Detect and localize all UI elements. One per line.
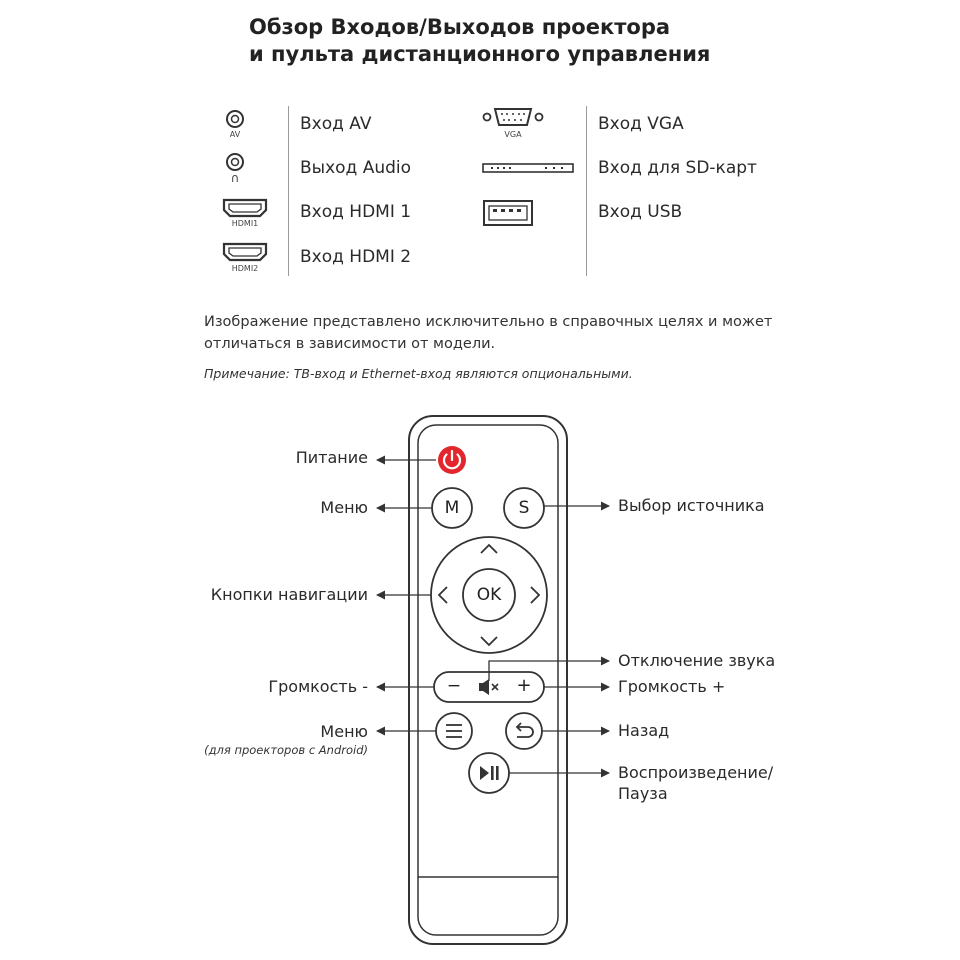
chevron-down-icon: [481, 637, 497, 645]
port-label-usb: Вход USB: [598, 202, 683, 222]
callout-play-pause-2: Пауза: [618, 784, 668, 803]
callout-mute: Отключение звука: [618, 651, 776, 670]
port-label-av: Вход AV: [300, 114, 372, 134]
port-label-sd: Вход для SD-карт: [598, 158, 757, 178]
chevron-up-icon: [481, 545, 497, 553]
port-label-hdmi1: Вход HDMI 1: [300, 202, 412, 222]
power-button[interactable]: [438, 446, 466, 474]
port-label-audio: Выход Audio: [300, 158, 412, 178]
hdmi2-caption: HDMI2: [231, 264, 259, 273]
callout-navigation: Кнопки навигации: [210, 585, 368, 604]
port-label-hdmi2: Вход HDMI 2: [300, 247, 412, 267]
hamburger-icon: [446, 725, 462, 737]
av-caption: AV: [229, 130, 241, 139]
callout-volume-down: Громкость -: [268, 677, 368, 696]
menu-button-label: M: [444, 498, 460, 518]
title-line-2: и пульта дистанционного управления: [249, 42, 711, 66]
title-line-1: Обзор Входов/Выходов проектора: [249, 15, 671, 39]
volume-minus-label[interactable]: −: [446, 676, 462, 696]
ok-button-label: OK: [476, 585, 502, 605]
vga-caption: VGA: [504, 130, 522, 139]
callout-play-pause-1: Воспроизведение/: [618, 763, 774, 782]
play-pause-icon: [480, 766, 499, 780]
callout-lines: [377, 460, 609, 773]
port-label-vga: Вход VGA: [598, 114, 684, 134]
back-button[interactable]: [506, 713, 542, 749]
play-pause-button[interactable]: [469, 753, 509, 793]
android-menu-button[interactable]: [436, 713, 472, 749]
callout-volume-up: Громкость +: [618, 677, 726, 696]
note-line-1: Изображение представлено исключительно в справочных целях и может: [204, 314, 773, 330]
back-arrow-icon: [517, 723, 533, 737]
mute-icon[interactable]: [479, 679, 498, 695]
headphone-caption: ∩: [230, 171, 240, 185]
source-button-label: S: [518, 498, 530, 518]
hdmi1-caption: HDMI1: [231, 219, 259, 228]
callout-android-menu: Меню: [320, 722, 368, 741]
callout-back: Назад: [618, 721, 670, 740]
chevron-right-icon: [531, 587, 539, 603]
chevron-left-icon: [439, 587, 447, 603]
callout-power: Питание: [295, 448, 368, 467]
callout-android-menu-note: (для проекторов с Android): [204, 743, 368, 757]
callout-menu: Меню: [320, 498, 368, 517]
volume-plus-label[interactable]: +: [516, 675, 532, 696]
note-remark: Примечание: ТВ-вход и Ethernet-вход являются опциональными.: [204, 366, 633, 381]
note-line-2: отличаться в зависимости от модели.: [204, 336, 496, 352]
callout-source: Выбор источника: [618, 496, 765, 515]
